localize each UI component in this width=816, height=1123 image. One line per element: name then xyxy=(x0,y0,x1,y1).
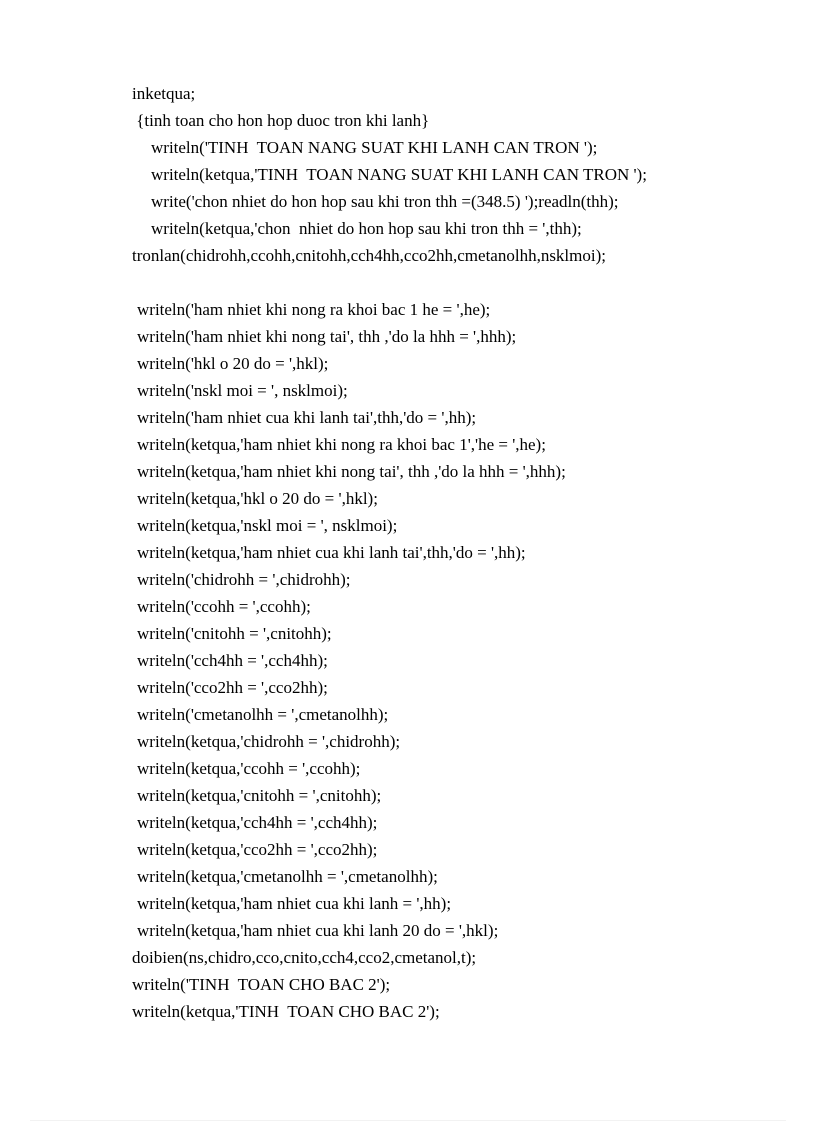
code-line: writeln('hkl o 20 do = ',hkl); xyxy=(137,354,329,373)
code-line: inketqua; xyxy=(132,84,196,103)
code-line: writeln(ketqua,'chidrohh = ',chidrohh); xyxy=(137,732,401,751)
code-line: writeln(ketqua,'nskl moi = ', nsklmoi); xyxy=(137,516,398,535)
code-line: writeln(ketqua,'hkl o 20 do = ',hkl); xyxy=(137,489,378,508)
code-line: writeln(ketqua,'ham nhiet cua khi lanh 20 do = ',hkl); xyxy=(137,921,499,940)
code-line: writeln('cco2hh = ',cco2hh); xyxy=(137,678,328,697)
code-line: writeln('cmetanolhh = ',cmetanolhh); xyxy=(137,705,389,724)
code-line: writeln('ham nhiet khi nong ra khoi bac 1 he = ',he); xyxy=(137,300,491,319)
code-line: writeln(ketqua,'chon nhiet do hon hop sau khi tron thh = ',thh); xyxy=(151,219,582,238)
code-line: writeln(ketqua,'ham nhiet khi nong ra khoi bac 1','he = ',he); xyxy=(137,435,546,454)
code-line: write('chon nhiet do hon hop sau khi tron thh =(348.5) ');readln(thh); xyxy=(151,192,619,211)
code-line: writeln(ketqua,'cco2hh = ',cco2hh); xyxy=(137,840,378,859)
code-line: writeln(ketqua,'TINH TOAN NANG SUAT KHI LANH CAN TRON '); xyxy=(151,165,647,184)
code-line: writeln('ccohh = ',ccohh); xyxy=(137,597,311,616)
code-line: writeln(ketqua,'ham nhiet cua khi lanh = ',hh); xyxy=(137,894,452,913)
code-line: tronlan(chidrohh,ccohh,cnitohh,cch4hh,cco2hh,cmetanolhh,nsklmoi); xyxy=(132,246,606,265)
code-listing xyxy=(0,80,816,1025)
code-line: writeln(ketqua,'TINH TOAN CHO BAC 2'); xyxy=(132,1002,440,1021)
code-line: writeln(ketqua,'ccohh = ',ccohh); xyxy=(137,759,361,778)
code-line: writeln('cch4hh = ',cch4hh); xyxy=(137,651,328,670)
code-line: writeln('TINH TOAN CHO BAC 2'); xyxy=(132,975,391,994)
code-line: {tinh toan cho hon hop duoc tron khi lanh} xyxy=(132,111,430,130)
page-bottom-divider xyxy=(30,1120,786,1121)
code-line: doibien(ns,chidro,cco,cnito,cch4,cco2,cmetanol,t); xyxy=(132,948,477,967)
code-line: writeln('nskl moi = ', nsklmoi); xyxy=(137,381,348,400)
code-line: writeln(ketqua,'cnitohh = ',cnitohh); xyxy=(137,786,382,805)
blank-line xyxy=(0,269,816,296)
code-line: writeln(ketqua,'ham nhiet cua khi lanh tai',thh,'do = ',hh); xyxy=(137,543,526,562)
code-line: writeln('chidrohh = ',chidrohh); xyxy=(137,570,351,589)
code-line: writeln('ham nhiet cua khi lanh tai',thh,'do = ',hh); xyxy=(137,408,477,427)
code-line: writeln(ketqua,'cch4hh = ',cch4hh); xyxy=(137,813,378,832)
code-line: writeln(ketqua,'cmetanolhh = ',cmetanolhh); xyxy=(137,867,438,886)
code-line: writeln('TINH TOAN NANG SUAT KHI LANH CAN TRON '); xyxy=(151,138,598,157)
code-line: writeln('cnitohh = ',cnitohh); xyxy=(137,624,332,643)
code-line: writeln('ham nhiet khi nong tai', thh ,'do la hhh = ',hhh); xyxy=(137,327,517,346)
code-line: writeln(ketqua,'ham nhiet khi nong tai', thh ,'do la hhh = ',hhh); xyxy=(137,462,566,481)
